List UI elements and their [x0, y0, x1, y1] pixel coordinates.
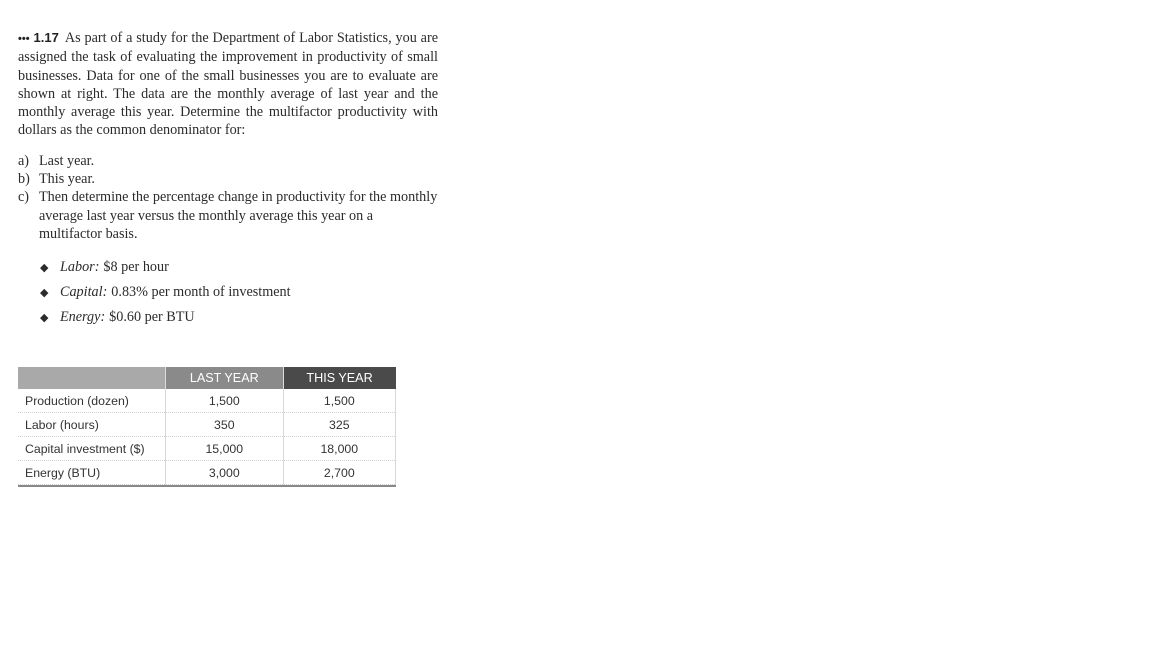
problem-number	[18, 30, 59, 45]
last-year-value: 3,000	[166, 461, 284, 485]
part-text: This year.	[39, 171, 95, 188]
problem-statement	[18, 29, 438, 140]
table-row	[18, 389, 396, 413]
bullet-label: Energy:	[60, 309, 106, 326]
row-label: Capital investment ($)	[18, 437, 166, 461]
part-label: c)	[18, 189, 30, 206]
table-row	[18, 413, 396, 437]
this-year-value: 325	[283, 413, 395, 437]
part-label: a)	[18, 152, 30, 169]
bullet-text: 0.83% per month of investment	[111, 284, 291, 301]
problem-block	[18, 29, 438, 333]
last-year-value: 350	[166, 413, 284, 437]
difficulty-dots: •••	[18, 33, 30, 45]
header-blank-cell	[18, 367, 166, 389]
part-text: Then determine the percentage change in productivity for the monthly average last year versus the monthly average this year on a multifactor basis.	[39, 189, 438, 242]
bullet-text: $0.60 per BTU	[109, 309, 195, 326]
bullet-label: Capital:	[60, 284, 108, 301]
part-label: b)	[18, 171, 30, 188]
parts-list	[18, 152, 438, 243]
table-header-row	[18, 367, 396, 389]
part-item	[18, 152, 438, 170]
header-this-year: THIS YEAR	[283, 367, 395, 389]
bullet-text: $8 per hour	[103, 259, 169, 276]
row-label: Energy (BTU)	[18, 461, 166, 485]
table-row	[18, 461, 396, 485]
part-text: Last year.	[39, 152, 95, 169]
diamond-bullet-icon: ◆	[40, 312, 49, 325]
part-item	[18, 170, 438, 188]
this-year-value: 2,700	[283, 461, 395, 485]
row-label: Labor (hours)	[18, 413, 166, 437]
table-row	[18, 437, 396, 461]
bullet-label: Labor:	[60, 259, 100, 276]
row-label: Production (dozen)	[18, 389, 166, 413]
last-year-value: 15,000	[166, 437, 284, 461]
diamond-bullet-icon: ◆	[40, 287, 49, 300]
last-year-value: 1,500	[166, 389, 284, 413]
problem-number-text: 1.17	[33, 30, 59, 45]
this-year-value: 1,500	[283, 389, 395, 413]
part-item	[18, 188, 438, 243]
this-year-value: 18,000	[283, 437, 395, 461]
diamond-bullet-icon: ◆	[40, 262, 49, 275]
bullet-item	[40, 283, 438, 308]
header-last-year: LAST YEAR	[166, 367, 284, 389]
data-table	[18, 367, 396, 485]
statement-text: As part of a study for the Department of Labor Statistics, you are assigned the task of evaluating the improvement in productivity of small businesses. Data for one of the small businesses you are to evaluate are shown at right. The data are the monthly average of last year and the monthly average this year. Determine the multifactor productivity with dollars as the common denominator for:	[18, 30, 438, 139]
bullet-item	[40, 258, 438, 283]
data-table-wrapper	[18, 367, 396, 487]
bullet-item	[40, 308, 438, 333]
cost-bullets	[40, 258, 438, 333]
